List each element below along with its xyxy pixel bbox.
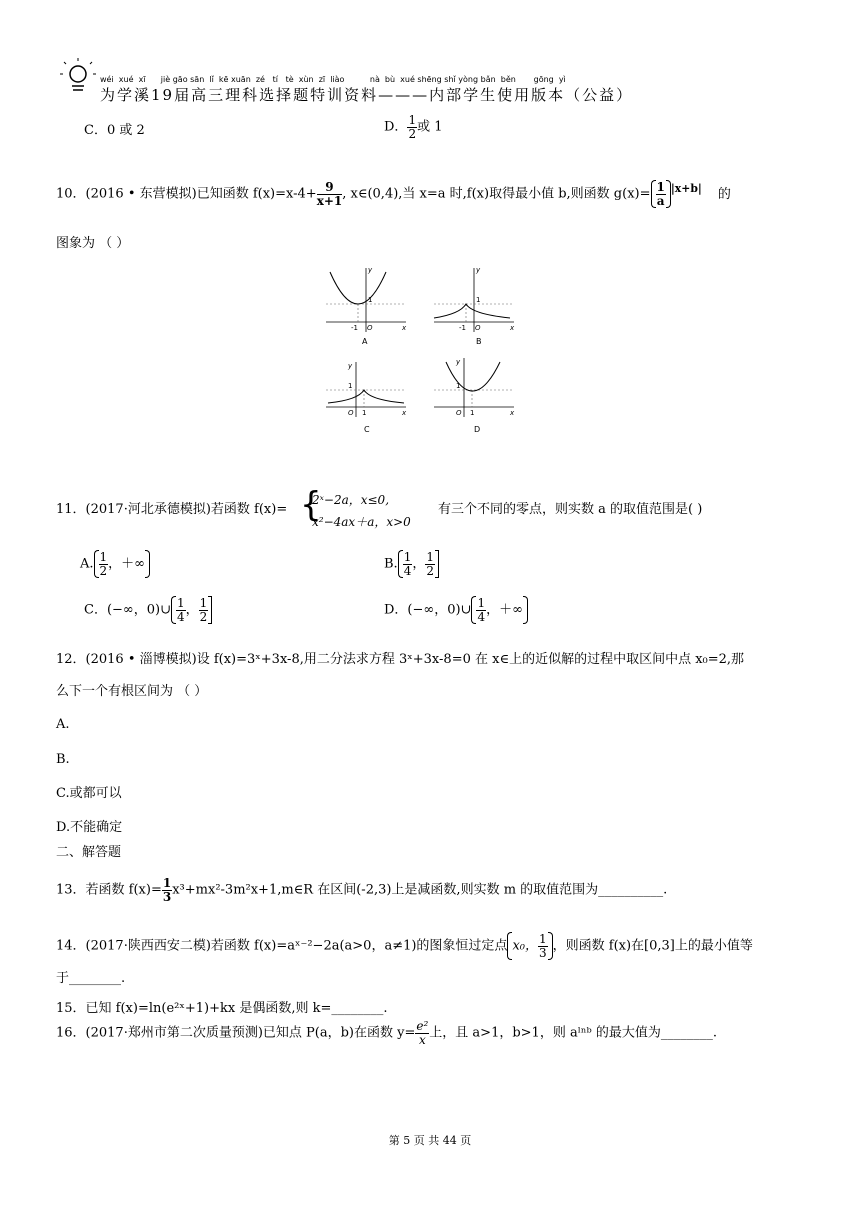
svg-text:y: y bbox=[476, 266, 481, 274]
graph-d bbox=[434, 358, 515, 434]
svg-text:x: x bbox=[510, 409, 515, 417]
q11-prefix: 11．(2017·河北承德模拟)若函数 f(x)= bbox=[56, 502, 288, 517]
graph-a bbox=[326, 266, 407, 346]
q12-option-b: B. bbox=[56, 752, 70, 767]
svg-text:1: 1 bbox=[348, 382, 353, 390]
svg-text:-1: -1 bbox=[459, 324, 466, 332]
svg-text:x: x bbox=[402, 324, 407, 332]
svg-text:1: 1 bbox=[476, 296, 481, 304]
header-pinyin: wéi xué xī jiè gāo sān lǐ kē xuān zé tí tè xùn zī liào nà bù xué shēng shǐ yòng bǎn běn gōng yì bbox=[100, 75, 566, 84]
q12-option-c: C.或都可以 bbox=[56, 786, 122, 801]
svg-text:D: D bbox=[474, 425, 481, 434]
svg-text:O: O bbox=[456, 409, 462, 417]
q11-option-b: B. $\frac{1}{4}$ ， $\frac{1}{2}$ bbox=[384, 550, 439, 578]
svg-text:-1: -1 bbox=[351, 324, 358, 332]
q11-brace: { bbox=[300, 485, 322, 525]
svg-text:y: y bbox=[368, 266, 373, 274]
q12-option-d: D.不能确定 bbox=[56, 820, 123, 835]
q15-stem: 15．已知 f(x)=ln(e²ˣ+1)+kx 是偶函数,则 k=________. bbox=[56, 1001, 388, 1016]
q12-option-a: A. bbox=[56, 717, 70, 732]
section-title: 二、解答题 bbox=[56, 845, 122, 860]
q11-suffix: 有三个不同的零点，则实数 a 的取值范围是( ) bbox=[438, 502, 703, 517]
q9-option-d: D． $\frac{1}{2}$ 或 1 bbox=[384, 113, 443, 141]
q11-option-a: A. $\frac{1}{2}$ ，＋∞ bbox=[80, 550, 150, 578]
q12-line2: 么下一个有根区间为 （ ） bbox=[56, 684, 208, 699]
q9-option-c: C．0 或 2 bbox=[84, 123, 145, 138]
svg-text:1: 1 bbox=[362, 409, 367, 417]
q11-option-d: D．(−∞，0)∪ $\frac{1}{4}$ ，＋∞ bbox=[384, 596, 528, 624]
svg-text:1: 1 bbox=[368, 296, 373, 304]
header-title: 为学溪19届高三理科选择题特训资料———内部学生使用版本（公益） bbox=[100, 86, 634, 104]
q14-stem: 14．(2017·陕西西安二模)若函数 f(x)=aˣ⁻²−2a(a>0，a≠1)的图象恒过定点 x₀， $\frac{1}{3}$ ，则函数 f(x)在[0,3]上的最小值等 bbox=[56, 931, 753, 960]
svg-text:B: B bbox=[476, 337, 482, 346]
svg-text:C: C bbox=[364, 425, 370, 434]
svg-text:1: 1 bbox=[470, 409, 475, 417]
svg-text:1: 1 bbox=[456, 382, 461, 390]
svg-text:x: x bbox=[402, 409, 407, 417]
q11-option-c: C．(−∞，0)∪ $\frac{1}{4}$ ， $\frac{1}{2}$ bbox=[84, 596, 212, 624]
svg-text:y: y bbox=[348, 362, 353, 370]
q14-line2: 于________. bbox=[56, 971, 126, 986]
svg-text:O: O bbox=[475, 324, 481, 332]
svg-text:A: A bbox=[362, 337, 368, 346]
q13-stem: 13．若函数 f(x)= $\frac{1}{3}$ x³+mx²-3m²x+1,m∈R 在区间(-2,3)上是减函数,则实数 m 的取值范围为__________. bbox=[56, 876, 668, 904]
q11-case2: x²−4ax＋a，x>0 bbox=[312, 515, 411, 529]
svg-text:y: y bbox=[456, 358, 461, 366]
q16-stem: 16．(2017·郑州市第二次质量预测)已知点 P(a，b)在函数 y= $\frac{\text{e²}}{x}$ 上，且 a>1，b>1，则 aˡⁿᵇ 的最大值为________. bbox=[56, 1019, 717, 1047]
bulb-icon bbox=[58, 58, 98, 102]
svg-text:O: O bbox=[367, 324, 373, 332]
q12-line1: 12．(2016 • 淄博模拟)设 f(x)=3ˣ+3x-8,用二分法求方程 3ˣ+3x-8=0 在 x∈上的近似解的过程中取区间中点 x₀=2,那 bbox=[56, 652, 745, 667]
page-footer: 第 5 页 共 44 页 bbox=[388, 1134, 472, 1147]
q10-graphs bbox=[320, 262, 530, 452]
svg-text:x: x bbox=[510, 324, 515, 332]
graph-b bbox=[434, 266, 515, 346]
q10-stem: 10．(2016 • 东营模拟)已知函数 f(x)=x-4+ $\frac{9}{x+1}$ , x∈(0,4),当 x=a 时,f(x)取得最小值 b,则函数 g(x)= $\frac{1}{a}$ $^{|x+b|}$ 的 bbox=[56, 179, 731, 208]
q10-line2: 图象为 （ ） bbox=[56, 236, 130, 251]
graph-c bbox=[326, 362, 407, 434]
q11-case1: 2ˣ−2a，x≤0, bbox=[312, 493, 390, 507]
svg-text:O: O bbox=[348, 409, 354, 417]
